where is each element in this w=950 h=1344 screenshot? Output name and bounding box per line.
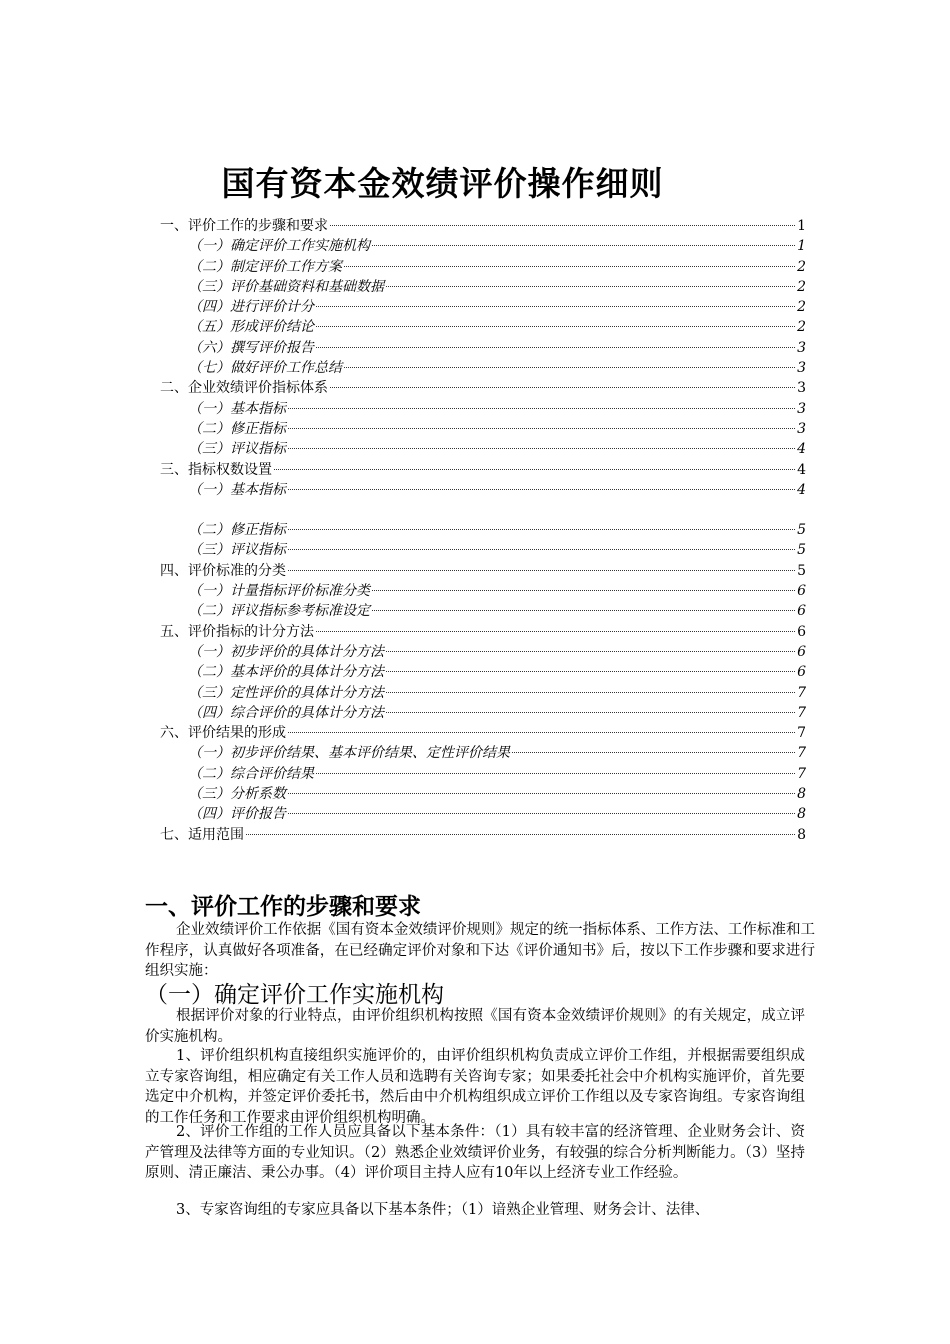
toc-page-number: 4 <box>797 441 806 458</box>
toc-entry-label: （六）撰写评价报告 <box>188 339 314 356</box>
toc-entry-label: （三）分析系数 <box>188 786 286 803</box>
toc-leader-dots <box>386 712 795 713</box>
toc-entry[interactable] <box>160 723 806 743</box>
toc-leader-dots <box>386 671 795 672</box>
toc-subentry[interactable] <box>160 520 806 540</box>
toc-entry-label: 一、评价工作的步骤和要求 <box>160 218 328 234</box>
toc-spacer <box>160 500 806 520</box>
toc-leader-dots <box>288 529 795 530</box>
toc-leader-dots <box>288 489 795 490</box>
toc-subentry[interactable] <box>160 358 806 378</box>
toc-leader-dots <box>274 469 795 470</box>
toc-leader-dots <box>330 225 795 226</box>
toc-leader-dots <box>386 651 795 652</box>
toc-page-number: 6 <box>797 664 806 681</box>
toc-entry-label: （七）做好评价工作总结 <box>188 360 342 377</box>
toc-entry-label: （一）初步评价结果、基本评价结果、定性评价结果 <box>188 745 510 762</box>
toc-page-number: 3 <box>797 400 806 417</box>
toc-leader-dots <box>288 428 795 429</box>
toc-leader-dots <box>316 773 795 774</box>
toc-leader-dots <box>386 692 795 693</box>
toc-entry-label: （二）基本评价的具体计分方法 <box>188 664 384 681</box>
toc-subentry[interactable] <box>160 419 806 439</box>
toc-page-number: 3 <box>797 420 806 437</box>
toc-page-number: 7 <box>797 684 806 701</box>
toc-page-number: 8 <box>797 806 806 823</box>
toc-subentry[interactable] <box>160 743 806 763</box>
body-paragraph: 3、专家咨询组的专家应具备以下基本条件；（1）谙熟企业管理、财务会计、法律、 <box>176 1202 710 1218</box>
toc-subentry[interactable] <box>160 784 806 804</box>
toc-page-number: 3 <box>797 360 806 377</box>
toc-entry-label: （一）基本指标 <box>188 400 286 417</box>
toc-entry-label: （三）定性评价的具体计分方法 <box>188 684 384 701</box>
toc-entry-label: 六、评价结果的形成 <box>160 725 286 742</box>
toc-subentry[interactable] <box>160 399 806 419</box>
toc-subentry[interactable] <box>160 703 806 723</box>
toc-leader-dots <box>330 387 795 388</box>
toc-entry-label: （一）计量指标评价标准分类 <box>188 583 370 600</box>
toc-page-number: 5 <box>797 542 806 559</box>
toc-page-number: 4 <box>797 461 806 478</box>
toc-page-number: 6 <box>797 603 806 620</box>
toc-page-number: 6 <box>797 643 806 660</box>
toc-page-number: 8 <box>797 786 806 803</box>
toc-leader-dots <box>288 549 795 550</box>
toc-entry-label: （四）评价报告 <box>188 806 286 823</box>
toc-page-number: 7 <box>797 704 806 721</box>
toc-subentry[interactable] <box>160 662 806 682</box>
toc-entry[interactable] <box>160 561 806 581</box>
toc-leader-dots <box>246 834 795 835</box>
toc-entry-label: 五、评价指标的计分方法 <box>160 623 314 640</box>
toc-entry-label: （二）制定评价工作方案 <box>188 258 342 275</box>
subsection-heading: （一）确定评价工作实施机构 <box>145 982 444 1008</box>
table-of-contents <box>160 216 806 845</box>
toc-page-number: 5 <box>797 562 806 579</box>
toc-subentry[interactable] <box>160 642 806 662</box>
body-paragraph: 1、评价组织机构直接组织实施评价的，由评价组织机构负责成立评价工作组，并根据需要组织成立专家咨询组，相应确定有关工作人员和选聘有关咨询专家；如果委托社会中介机构实施评价，首先要选定中介机构，并签定评价委托书，然后由中介机构组织成立评价工作组以及专家咨询组。专家咨询组的工作任务和工作要求由评价组织机构明确。 <box>145 1048 805 1126</box>
toc-leader-dots <box>512 752 795 753</box>
toc-page-number: 8 <box>797 826 806 843</box>
toc-subentry[interactable] <box>160 439 806 459</box>
toc-entry-label: （一）确定评价工作实施机构 <box>188 238 370 255</box>
toc-leader-dots <box>288 408 795 409</box>
body-paragraph: 根据评价对象的行业特点，由评价组织机构按照《国有资本金效绩评价规则》的有关规定，成立评价实施机构。 <box>145 1008 805 1045</box>
toc-entry-label: 四、评价标准的分类 <box>160 562 286 579</box>
toc-leader-dots <box>344 367 795 368</box>
toc-page-number: 2 <box>797 278 806 295</box>
toc-entry-label: （四）进行评价计分 <box>188 299 314 316</box>
toc-page-number: 7 <box>797 745 806 762</box>
toc-entry-label: （二）修正指标 <box>188 522 286 539</box>
toc-leader-dots <box>288 793 795 794</box>
toc-leader-dots <box>386 286 795 287</box>
toc-subentry[interactable] <box>160 601 806 621</box>
toc-page-number: 7 <box>797 765 806 782</box>
toc-subentry[interactable] <box>160 804 806 824</box>
toc-subentry[interactable] <box>160 277 806 297</box>
toc-entry[interactable] <box>160 216 806 236</box>
toc-entry[interactable] <box>160 825 806 845</box>
toc-entry-label: （一）初步评价的具体计分方法 <box>188 643 384 660</box>
toc-subentry[interactable] <box>160 764 806 784</box>
toc-page-number: 3 <box>797 380 806 397</box>
toc-entry-label: 二、企业效绩评价指标体系 <box>160 380 328 397</box>
toc-leader-dots <box>316 306 795 307</box>
toc-subentry[interactable] <box>160 338 806 358</box>
toc-page-number: 3 <box>797 339 806 356</box>
toc-leader-dots <box>288 570 795 571</box>
toc-subentry[interactable] <box>160 480 806 500</box>
toc-entry[interactable] <box>160 622 806 642</box>
toc-page-number: 7 <box>797 725 806 742</box>
toc-page-number: 2 <box>797 319 806 336</box>
toc-subentry[interactable] <box>160 257 806 277</box>
toc-page-number: 5 <box>797 522 806 539</box>
section-heading: 一、评价工作的步骤和要求 <box>145 894 421 920</box>
toc-subentry[interactable] <box>160 317 806 337</box>
toc-page-number: 1 <box>797 238 806 255</box>
toc-leader-dots <box>316 347 795 348</box>
toc-subentry[interactable] <box>160 540 806 560</box>
toc-entry-label: （三）评议指标 <box>188 542 286 559</box>
toc-entry-label: （三）评价基础资料和基础数据 <box>188 278 384 295</box>
toc-subentry[interactable] <box>160 236 806 256</box>
toc-entry-label: （二）评议指标参考标准设定 <box>188 603 370 620</box>
toc-leader-dots <box>344 266 795 267</box>
toc-subentry[interactable] <box>160 297 806 317</box>
toc-page-number: 6 <box>797 583 806 600</box>
toc-subentry[interactable] <box>160 683 806 703</box>
toc-page-number: 4 <box>797 481 806 498</box>
toc-leader-dots <box>288 813 795 814</box>
toc-entry-label: （二）修正指标 <box>188 420 286 437</box>
toc-page-number: 1 <box>797 218 806 234</box>
toc-leader-dots <box>288 448 795 449</box>
toc-entry-label: （二）综合评价结果 <box>188 765 314 782</box>
toc-leader-dots <box>316 631 795 632</box>
toc-leader-dots <box>372 245 795 246</box>
toc-entry-label: （一）基本指标 <box>188 481 286 498</box>
toc-entry-label: 七、适用范围 <box>160 826 244 843</box>
toc-leader-dots <box>316 326 795 327</box>
toc-leader-dots <box>372 590 795 591</box>
toc-entry-label: 三、指标权数设置 <box>160 461 272 478</box>
toc-leader-dots <box>288 732 795 733</box>
toc-page-number: 2 <box>797 299 806 316</box>
document-title: 国有资本金效绩评价操作细则 <box>221 164 664 203</box>
toc-entry-label: （三）评议指标 <box>188 441 286 458</box>
toc-entry[interactable] <box>160 378 806 398</box>
toc-entry-label: （五）形成评价结论 <box>188 319 314 336</box>
body-paragraph: 2、评价工作组的工作人员应具备以下基本条件：（1）具有较丰富的经济管理、企业财务会计、资产管理及法律等方面的专业知识。（2）熟悉企业效绩评价业务，有较强的综合分析判断能力。（3）坚持原则、清正廉洁、秉公办事。（4）评价项目主持人应有10年以上经济专业工作经验。 <box>145 1124 805 1181</box>
toc-entry[interactable] <box>160 460 806 480</box>
toc-entry-label: （四）综合评价的具体计分方法 <box>188 704 384 721</box>
toc-leader-dots <box>372 610 795 611</box>
toc-page-number: 6 <box>797 623 806 640</box>
toc-page-number: 2 <box>797 258 806 275</box>
toc-subentry[interactable] <box>160 581 806 601</box>
body-paragraph: 企业效绩评价工作依据《国有资本金效绩评价规则》规定的统一指标体系、工作方法、工作标准和工作程序，认真做好各项准备，在已经确定评价对象和下达《评价通知书》后，按以下工作步骤和要求进行组织实施： <box>145 922 815 979</box>
